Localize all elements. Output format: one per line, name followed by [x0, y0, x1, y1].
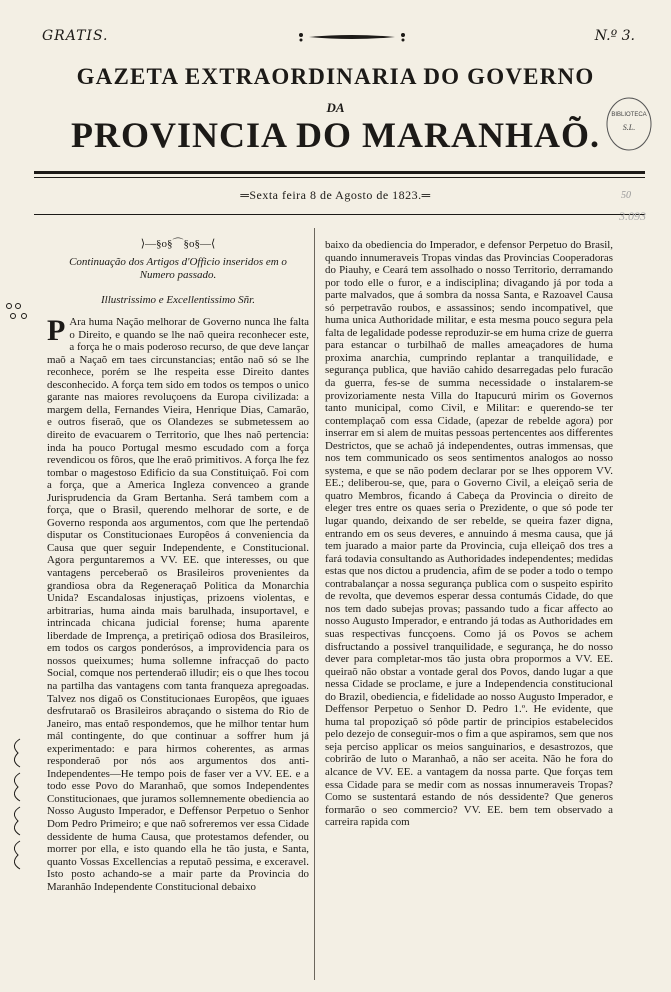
margin-handwriting	[617, 184, 663, 230]
masthead-rule-thick	[34, 171, 645, 174]
left-column-text: Ara huma Nação melhorar de Governo nunca lhe falta o Direito, e quando se lhe naõ queira reconhecer este, a força he o mais poderoso recurso, de que deve lançar maõ a Naçaõ em taes circunstancias; então naõ só se lhe reconhece, porém se lhe respeita esse Direito dantes desconhecido. A força tem sido em todos os tempos o unico garante nas maiores revoluçoens da Europa civilizada: a margem della, Fernandes Vieira, Henrique Dias, Camarão, e outros fiseraõ, que os Olandezes se submetessem ao direito de evacuarem o Territorio, que lhes naõ pertencia: inda ha pouco Portugal mesmo escudado com a força revendicou os fôros, que lhe eraõ primitivos. A força lhe fez tombar o magestoso Edificio da sua Constituiçaõ. Foi com a força, que a America Ingleza convenceo a grande Jurisprudencia da Gram Bertanha. Será tambem com a força, que o Brasil, querendo melhorar de sorte, e de Governo responda aos argumentos, com que lhe pertendaõ disputar os Constitucionaes Europêos á conveniencia da Causa que quer seguir Independente, e Constitucional. Agora perguntaremos a VV. EE. que interesses, ou que vantagens perceberaõ os Brasileiros provenientes da grandiosa obra da Regeneraçaõ Politica da Monarchia Unida? Escandalosas injustiças, prizoens violentas, e arbitrarias, huma ainda mais barulhada, insuportavel, e intrincada chicana judicial forense; huma aparente liberdade de Imprença, a pretiriçaõ odiosa dos Brasileiros, em todos os cargos ponderósos, a improvidencia para os nossos queixumes; huma sollemne infracçaõ do pacto Social, comque nos pertenderaõ illudir; eis o que lhes tocou na partilha das vantagens com tanta franqueza apregoadas. Talvez nos digaõ os Constitucionaes Europêos, que iguaes desfrutaraõ os Brasileiros abraçando o sistema do Rio de Janeiro, mas entaõ respondemos, que he milhor tentar hum mál contingente, do que continuar a soffrer hum já experimentado: e para hirmos coherentes, as armas responderaõ por nós aos argumentos dos anti-Independentes—He tempo pois de faser ver a VV. EE. e a todo esse Povo do Maranhaõ, que somos Independentes Constitucionaes, que juramos sollemnemente obediencia ao Nosso Augusto Imperador, e Deffensor Perpetuo o Senhor Dom Pedro Primeiro; e que naõ sofreremos ver essa Cidade dessidente de huma Causa, que protestamos defender, ou morrer por ella, e isto quando ella he tão justa, e Santa, quanto Vossas Excellencias a reputaõ pessima, e exceravel. Isto posto achando-se a mair parte da Provincia do Maranhão Independente Constitucional debaixo	[47, 316, 309, 893]
library-stamp-icon	[603, 94, 655, 156]
right-column-body: baixo da obediencia do Imperador, e defensor Perpetuo do Brasil, quando innumeraveis Tropas vindas das Provincias Cooperadoras do Piauhy, e Ceará tem assolhado o nosso Territorio, derramando por todo elle o furor, e a indisciplina; divagando já por toda a parte malvados, que á sombra da nossa Santa, e Razoavel Causa só perpetravão roubos, e assassinos; sendo incompativel, que huma unica Authoridade militar, e esta mesma pouco segura pela falta de legalidade podesse reproduzir-se em huma crize de guerra para estancar o turbilhaõ de malles ameaçadores de huma proxima anarchia, cumprindo replantar a tranquilidade, e segurança publica, que havião cahido desarregadas pelo furacão da guerra, fes-se de summa necessidade o instalarem-se provizoriamente nesta Villa do Itapucurú mirim os Governos tanto municipal, como Civil, e Militar: e querendo-se ter contemplaçaõ com essa Cidade, (apezar de rebelde agora) por inserrar em si alem de muitas pessoas pertencentes aos differentes Destrictos, que se achaõ já independentes, outras immensas, que nos tem communicado os seos sentimentos analogos ao nosso systema, e que se não podem declarar por se lhes opporem VV. EE.; deliberou-se, que, para o Governo Civil, a eleiçaõ seria de quatro Membros, ficando á Cabeça da Provincia o direito de eleger tres entre os quaes seria o Prezidente, o que só pode ter lugar quando, deixando de ser rebelde, se queira fazer digna, entrando em os seus deveres, e annuindo á mesma causa, que já tem juarado a maior parte da Provincia, cuja elleiçaõ dos tres a fará todavia consultando as Authoridades independentes; medidas estas que nos dictou a prudencia, afim de se poder a todo o tempo contrabalançar a nossa segurança publica com o suspeito espirito de revolta, que devemos esperar dessa contumás Cidade, do que nos tem dado subejas provas; passando tudo a ficar affecto ao nosso Augusto Imperador, e entrando já todas as Authoridades em suas respectivas funcçoens. Como já os Povos se achem disfructando a possivel tranquilidade, e segurança, he do nosso dever para completar-mos tão justa obra propormos a VV. EE. queiraõ não obstar a vontade geral dos Povos, dando lugar a que nessa Cidade se proclame, e jure a Independencia constitucional do Brazil, obediencia, e fidelidade ao nosso Augusto Imperador, e Deffensor Perpetuo o Senhor D. Pedro 1.º. He evidente, que huma tal propoziçaõ só pôde partir de principios estabelecidos pelo dezejo de conseguir-mos o fim a que aspiramos, sem que nos seja perciso applicar os meios sanguinarios, e desastrozos, que cobrirão de luto o Maranhaõ, a não ser aceita. Não he fora do alcance de VV. EE. a vantagem da nossa parte. Que forças tem essa Cidade para se medir com as nossas innumeraveis Tropas? Como se sustentará estando de nós dessidente? Que generos formarão o seo commercio? VV. EE. bem tem observado a carreira rapida com	[325, 239, 613, 829]
dateline: ═Sexta feira 8 de Agosto de 1823.═	[240, 188, 431, 202]
title-line1: GAZETA EXTRAORDINARIA DO GOVERNO	[76, 64, 595, 89]
dateline-rule	[34, 214, 645, 215]
margin-mark-icon	[4, 300, 30, 330]
issue-number: N.º 3.	[594, 28, 635, 44]
left-column-body	[47, 316, 309, 893]
masthead-top	[42, 28, 635, 50]
dropcap: P	[47, 314, 66, 348]
left-column	[47, 238, 309, 893]
section-ornament: ⟩—§o§⌒§o§—⟨	[140, 238, 216, 250]
title-line2: PROVINCIA DO MARANHAÕ.	[71, 115, 600, 155]
title-da: DA	[326, 100, 345, 115]
right-column	[325, 239, 613, 829]
svg-text:S.L.: S.L.	[622, 123, 636, 132]
column-divider	[314, 228, 315, 980]
gratis-label: GRATIS.	[42, 28, 109, 44]
svg-text:BIBLIOTECA: BIBLIOTECA	[611, 112, 647, 118]
masthead-rule-thin	[34, 177, 645, 178]
svg-text:50: 50	[621, 190, 631, 201]
salutation: Illustrissimo e Excellentissimo Sñr.	[101, 293, 255, 306]
masthead-ornament-icon	[297, 32, 407, 42]
margin-bracket-icon	[4, 735, 26, 875]
section-subtitle: Continuação dos Artigos d'Officio inseridos em o Numero passado.	[69, 255, 287, 281]
svg-text:3.093: 3.093	[619, 209, 646, 223]
